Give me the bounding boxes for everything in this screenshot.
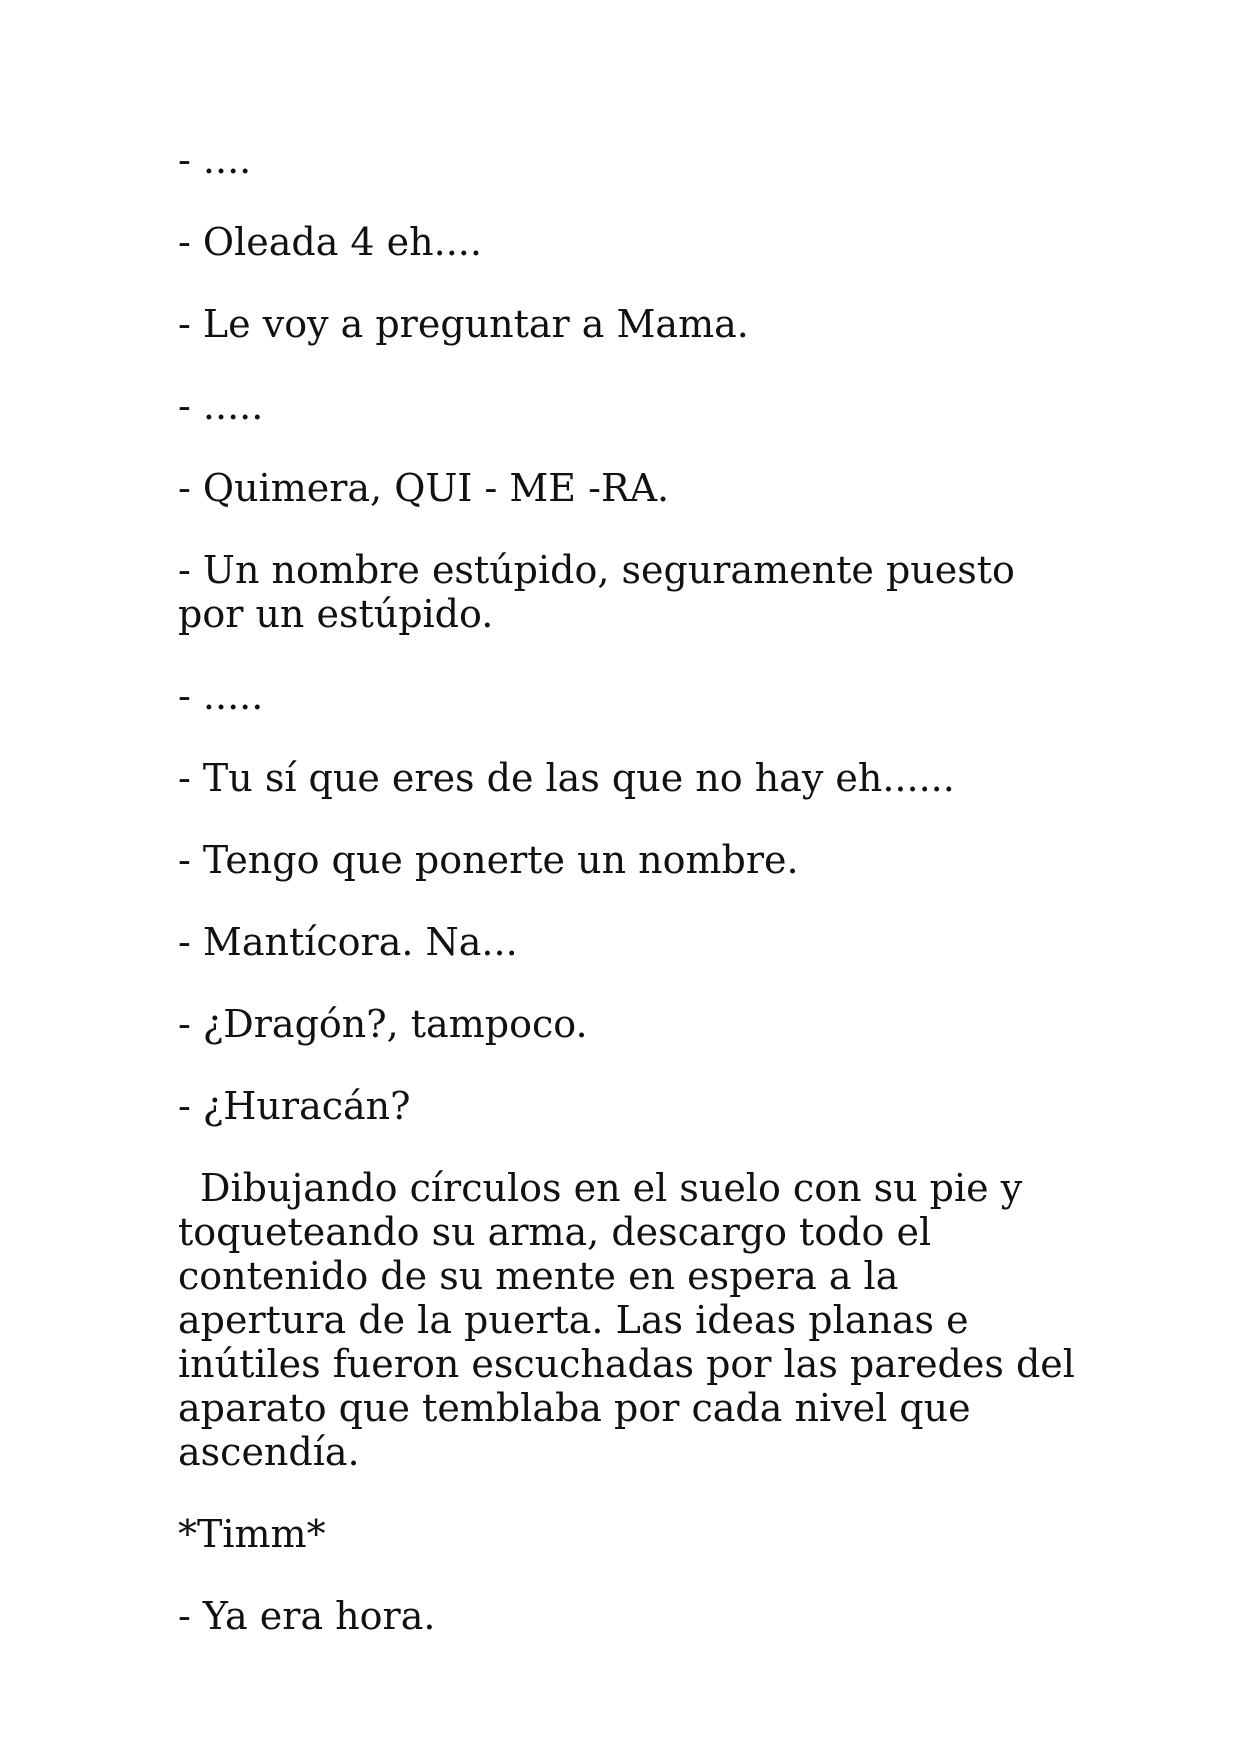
dialogue-line: - Un nombre estúpido, seguramente puesto por un estúpido. [178, 548, 1015, 636]
dialogue-line: - Ya era hora. [178, 1594, 436, 1638]
dialogue-line: - Tu sí que eres de las que no hay eh...... [178, 756, 955, 800]
dialogue-line: - Quimera, QUI - ME -RA. [178, 466, 670, 510]
dialogue-line: - ¿Huracán? [178, 1084, 411, 1128]
dialogue-line: - Tengo que ponerte un nombre. [178, 838, 799, 882]
dialogue-line: - .... [178, 138, 252, 182]
narration-paragraph: Dibujando círculos en el suelo con su pie y toqueteando su arma, descargo todo el contenido de su mente en espera a la apertura de la puerta. Las ideas planas e inútiles fueron escuchadas por las paredes del aparato que temblaba por cada nivel que ascendía. [178, 1166, 1075, 1474]
dialogue-line: - ..... [178, 384, 264, 428]
dialogue-line: - Le voy a preguntar a Mama. [178, 302, 749, 346]
dialogue-line: - Mantícora. Na... [178, 920, 518, 964]
dialogue-line: - ..... [178, 674, 264, 718]
text-body [178, 138, 1078, 1676]
dialogue-line: - ¿Dragón?, tampoco. [178, 1002, 588, 1046]
dialogue-line: - Oleada 4 eh.... [178, 220, 482, 264]
sound-effect-line: *Timm* [178, 1512, 326, 1556]
